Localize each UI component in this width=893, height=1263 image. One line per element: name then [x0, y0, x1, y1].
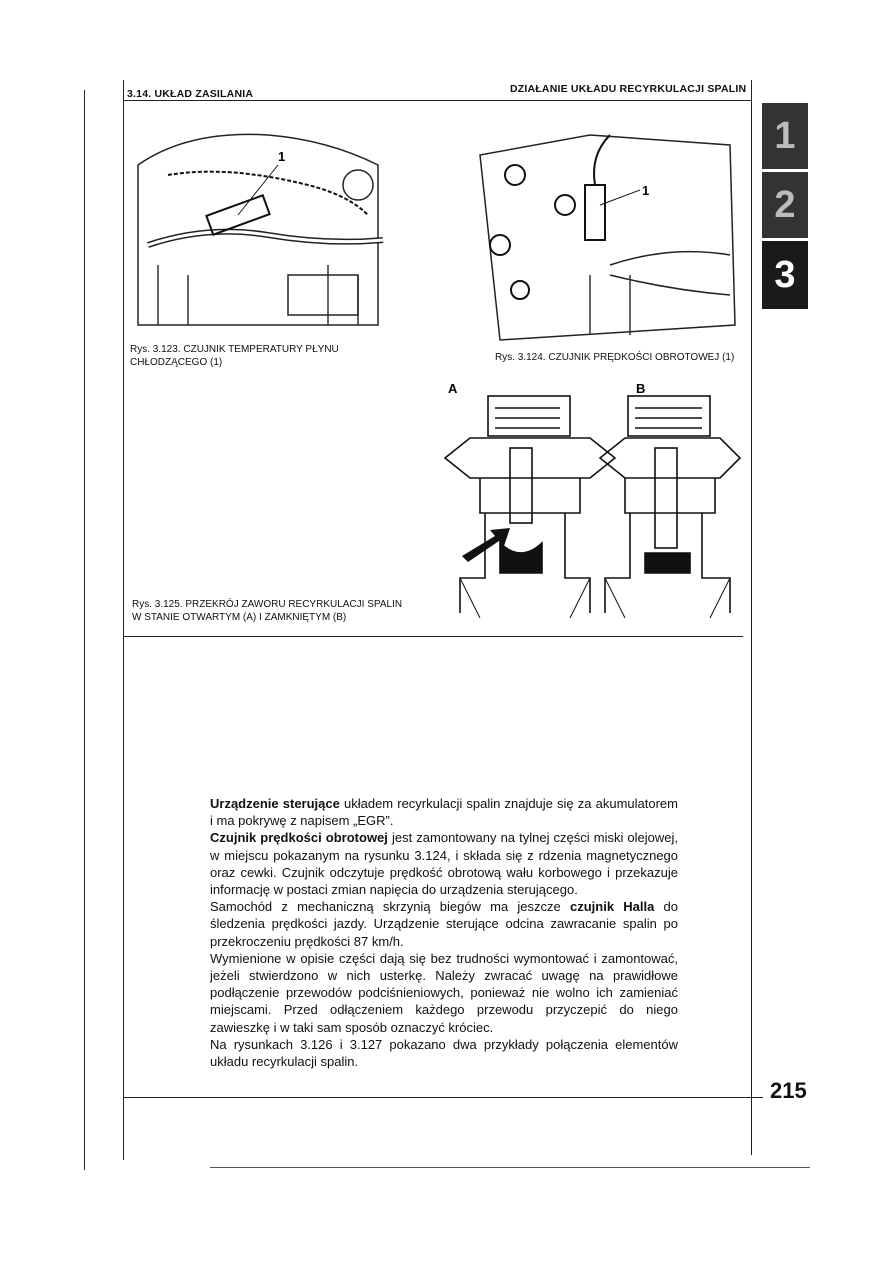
header-rule: [123, 100, 751, 101]
chapter-tab-3: 3: [762, 241, 808, 309]
fig125-caption-line1: Rys. 3.125. PRZEKRÓJ ZAWORU RECYRKULACJI SPALIN: [132, 599, 403, 610]
left-margin-line: [84, 90, 85, 1170]
figure-coolant-temp-sensor: [128, 125, 388, 340]
chapter-tab-1: 1: [762, 103, 808, 169]
page-number: 215: [770, 1078, 807, 1103]
term-rpm-sensor: Czujnik prędkości obrotowej: [210, 830, 388, 846]
page-bottom-rule: [210, 1167, 810, 1168]
chapter-tab-2: 2: [762, 172, 808, 238]
fig123-caption: [130, 343, 339, 369]
inner-left-line: [123, 80, 124, 1160]
fig124-callout: 1: [642, 183, 650, 198]
paragraph-3-start: Samochód z mechaniczną skrzynią biegów ma jeszcze: [210, 899, 570, 915]
right-frame-line: [751, 80, 752, 1155]
paragraph-3-text: do śledzenia prędkości jazdy. Urządzenie sterujące odcina zawracanie spalin po przekroczeniu prędkości 87 km/h.: [210, 899, 679, 949]
text-bottom-rule: [123, 1097, 763, 1098]
fig125-caption: [132, 598, 402, 624]
paragraph-egr-controller: [210, 795, 678, 829]
term-hall-sensor: czujnik Halla: [569, 899, 655, 915]
paragraph-figures-ref: Na rysunkach 3.126 i 3.127 pokazano dwa przykłady połączenia elementów układu recyrkulacji spalin.: [210, 1036, 678, 1070]
label-b: B: [636, 381, 646, 396]
paragraph-2-text: jest zamontowany na tylnej części miski olejowej, w miejscu pokazanym na rysunku 3.124, i składa się z rdzenia magnetycznego oraz cewki. Czujnik odczytuje prędkość obrotową wału korbowego i przekazuje informację w postaci zmian napięcia do urządzenia sterującego.: [210, 830, 679, 898]
figures-bottom-rule: [123, 636, 743, 637]
body-text: [210, 795, 678, 1070]
figure-rpm-sensor: [470, 125, 745, 350]
paragraph-1-text: układem recyrkulacji spalin znajduje się za akumulatorem i ma pokrywę z napisem „EGR”.: [210, 796, 678, 829]
fig123-caption-line2: CHŁODZĄCEGO (1): [130, 357, 223, 368]
paragraph-rpm-sensor: [210, 829, 678, 898]
label-a: A: [448, 381, 458, 396]
paragraph-hall-sensor: [210, 898, 678, 950]
fig123-callout: 1: [278, 149, 286, 164]
topic-header: DZIAŁANIE UKŁADU RECYRKULACJI SPALIN: [510, 83, 747, 95]
fig123-caption-line1: Rys. 3.123. CZUJNIK TEMPERATURY PŁYNU: [130, 344, 339, 355]
fig124-caption: Rys. 3.124. CZUJNIK PRĘDKOŚCI OBROTOWEJ (1): [495, 352, 735, 363]
fig125-caption-line2: W STANIE OTWARTYM (A) I ZAMKNIĘTYM (B): [132, 612, 347, 623]
figure-egr-valve-section: [440, 378, 745, 623]
section-header: 3.14. UKŁAD ZASILANIA: [127, 88, 254, 100]
term-controller: Urządzenie sterujące: [210, 796, 340, 811]
paragraph-removal: Wymienione w opisie części dają się bez trudności wymontować i zamontować, jeżeli stwierdzono w nich usterkę. Należy zwracać uwagę na prawidłowe podłączenie przewodów podciśnieniowych, ponieważ nie wolno ich zamieniać miejscami. Przed odłączeniem każdego przewodu przyczepić do niego zawieszkę i w taki sam sposób oznaczyć króciec.: [210, 950, 678, 1035]
